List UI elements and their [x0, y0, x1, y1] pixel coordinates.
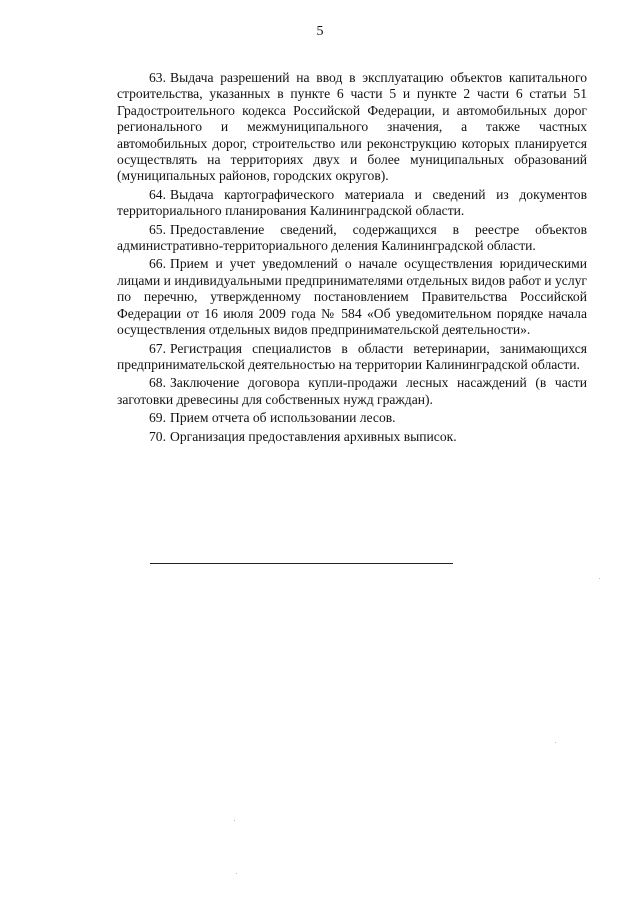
- item-text: Регистрация специалистов в области ветеринарии, занимающихся предпринимательской деятельностью на территории Калининградской области.: [117, 340, 587, 372]
- item-number: 70.: [149, 428, 166, 444]
- list-item-67: [117, 341, 587, 374]
- list-item-64: [117, 187, 587, 220]
- scan-speck: [236, 873, 237, 874]
- item-number: 68.: [149, 375, 166, 391]
- item-text: Предоставление сведений, содержащихся в реестре объектов административно-территориального деления Калининградской области.: [117, 221, 587, 254]
- scan-speck: [234, 820, 235, 821]
- item-text: Прием отчета об использовании лесов.: [170, 410, 396, 426]
- item-number: 67.: [149, 340, 166, 356]
- services-list: [117, 70, 587, 447]
- item-text: Прием и учет уведомлений о начале осуществления юридическими лицами и индивидуальными предпринимателями отдельных видов работ и услуг по перечню, утвержденному постановлением Правительства Российской Федерации от 16 июля 2009 года № 584 «Об уведомительном порядке начала осуществления отдельных видов предпринимательской деятельности».: [117, 256, 587, 338]
- scan-speck: [599, 578, 600, 579]
- list-item-63: [117, 70, 587, 185]
- list-item-65: [117, 222, 587, 255]
- item-text: Выдача разрешений на ввод в эксплуатацию объектов капитального строительства, указанных в пункте 6 части 5 и пункте 2 части 6 статьи 51 Градостроительного кодекса Российской Федерации, и автомобильных дорог регионального и межмуниципального значения, а также частных автомобильных дорог, строительство или реконструкцию которых планируется осуществлять на территориях двух и более муниципальных образований (муниципальных районов, городских округов).: [117, 70, 587, 184]
- end-of-list-rule: [150, 563, 453, 564]
- list-item-66: [117, 256, 587, 338]
- item-number: 66.: [149, 256, 166, 272]
- item-text: Организация предоставления архивных выписок.: [170, 428, 457, 444]
- list-item-69: [117, 410, 587, 426]
- item-text: Выдача картографического материала и сведений из документов территориального планирования Калининградской области.: [117, 186, 587, 219]
- list-item-70: [117, 429, 587, 445]
- list-item-68: [117, 375, 587, 408]
- page-number: 5: [316, 24, 324, 39]
- item-number: 69.: [149, 410, 166, 426]
- item-text: Заключение договора купли-продажи лесных насаждений (в части заготовки древесины для собственных нужд граждан).: [117, 375, 587, 407]
- item-number: 63.: [149, 70, 166, 85]
- scan-speck: [555, 742, 556, 743]
- item-number: 64.: [149, 186, 166, 202]
- item-number: 65.: [149, 221, 166, 237]
